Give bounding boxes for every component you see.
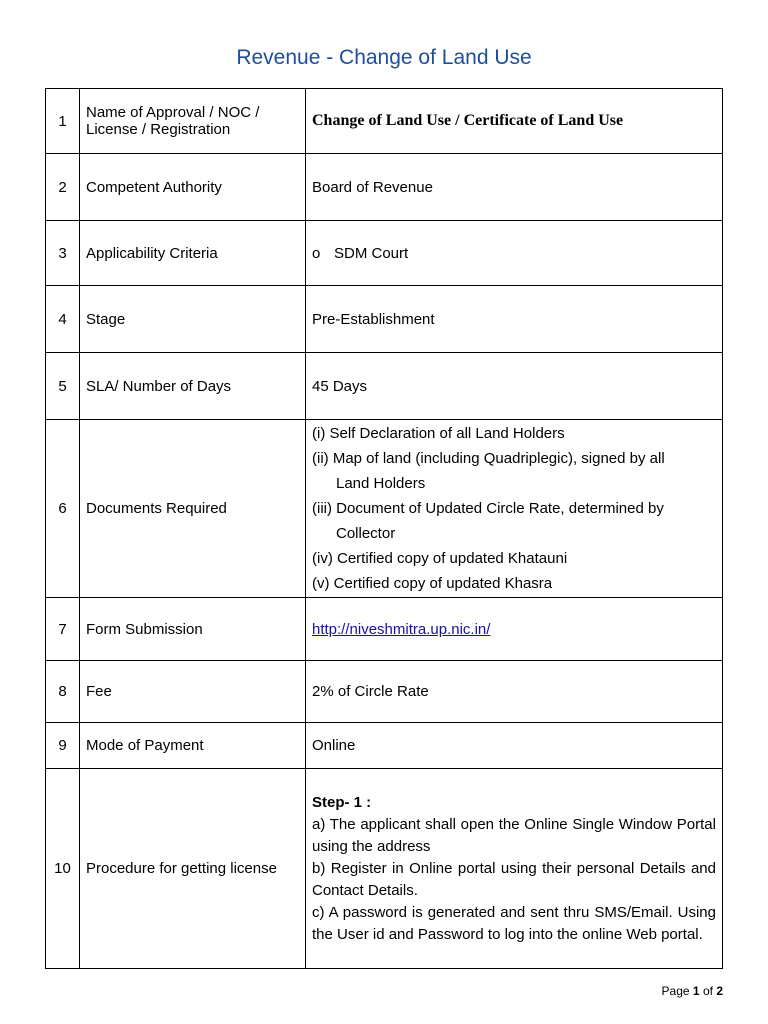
approval-info-table: [45, 88, 723, 969]
field-label: Form Submission: [80, 598, 306, 661]
field-label: Procedure for getting license: [80, 769, 306, 969]
table-row: [46, 769, 723, 969]
field-label: Documents Required: [80, 420, 306, 598]
procedure-item: b) Register in Online portal using their personal Details and Contact Details.: [312, 859, 716, 899]
field-value-cell: [306, 221, 723, 286]
list-item: (iii) Document of Updated Circle Rate, determined by: [312, 500, 664, 517]
table-row: [46, 286, 723, 353]
row-number: 3: [46, 221, 80, 286]
of-word: of: [702, 984, 713, 998]
row-number: 1: [46, 89, 80, 154]
row-number: 2: [46, 154, 80, 221]
field-value: Online: [306, 723, 723, 769]
list-item: (ii) Map of land (including Quadriplegic), signed by all: [312, 450, 665, 467]
field-value: Board of Revenue: [306, 154, 723, 221]
table-row: [46, 420, 723, 598]
table-row: [46, 661, 723, 723]
table-row: [46, 353, 723, 420]
page-number: [662, 984, 723, 998]
procedure-cell: [306, 769, 723, 969]
procedure-item: c) A password is generated and sent thru SMS/Email. Using the User id and Password to log into the online Web portal.: [312, 903, 716, 943]
portal-link[interactable]: http://niveshmitra.up.nic.in/: [312, 620, 491, 638]
row-number: 5: [46, 353, 80, 420]
page-title: Revenue - Change of Land Use: [236, 46, 532, 69]
field-value: Pre-Establishment: [306, 286, 723, 353]
field-value-cell: [306, 598, 723, 661]
table-row: [46, 154, 723, 221]
field-label: Fee: [80, 661, 306, 723]
list-item: (i) Self Declaration of all Land Holders: [312, 425, 565, 442]
row-number: 8: [46, 661, 80, 723]
field-label: Competent Authority: [80, 154, 306, 221]
field-label: SLA/ Number of Days: [80, 353, 306, 420]
row-number: 10: [46, 769, 80, 969]
table-row: [46, 723, 723, 769]
list-item: (iv) Certified copy of updated Khatauni: [312, 550, 568, 567]
field-label: Applicability Criteria: [80, 221, 306, 286]
field-label: Name of Approval / NOC / License / Registration: [80, 89, 306, 154]
field-value: 45 Days: [306, 353, 723, 420]
field-value: Change of Land Use / Certificate of Land Use: [306, 89, 723, 154]
table-row: [46, 598, 723, 661]
page-total: 2: [716, 984, 723, 998]
table-row: [46, 89, 723, 154]
list-item: (v) Certified copy of updated Khasra: [312, 575, 553, 592]
table-row: [46, 221, 723, 286]
field-value: 2% of Circle Rate: [306, 661, 723, 723]
field-label: Mode of Payment: [80, 723, 306, 769]
procedure-step-heading: Step- 1 :: [312, 793, 372, 811]
page-word: Page: [661, 984, 690, 998]
documents-list: [312, 421, 716, 596]
row-number: 7: [46, 598, 80, 661]
row-number: 4: [46, 286, 80, 353]
bullet-icon: o: [312, 244, 321, 262]
list-item: Land Holders: [336, 475, 426, 492]
documents-list-cell: [306, 420, 723, 598]
page-current: 1: [692, 984, 700, 998]
procedure-item: a) The applicant shall open the Online Single Window Portal using the address: [312, 815, 716, 855]
row-number: 9: [46, 723, 80, 769]
field-label: Stage: [80, 286, 306, 353]
field-value: SDM Court: [334, 244, 409, 262]
list-item: Collector: [336, 525, 396, 542]
row-number: 6: [46, 420, 80, 598]
